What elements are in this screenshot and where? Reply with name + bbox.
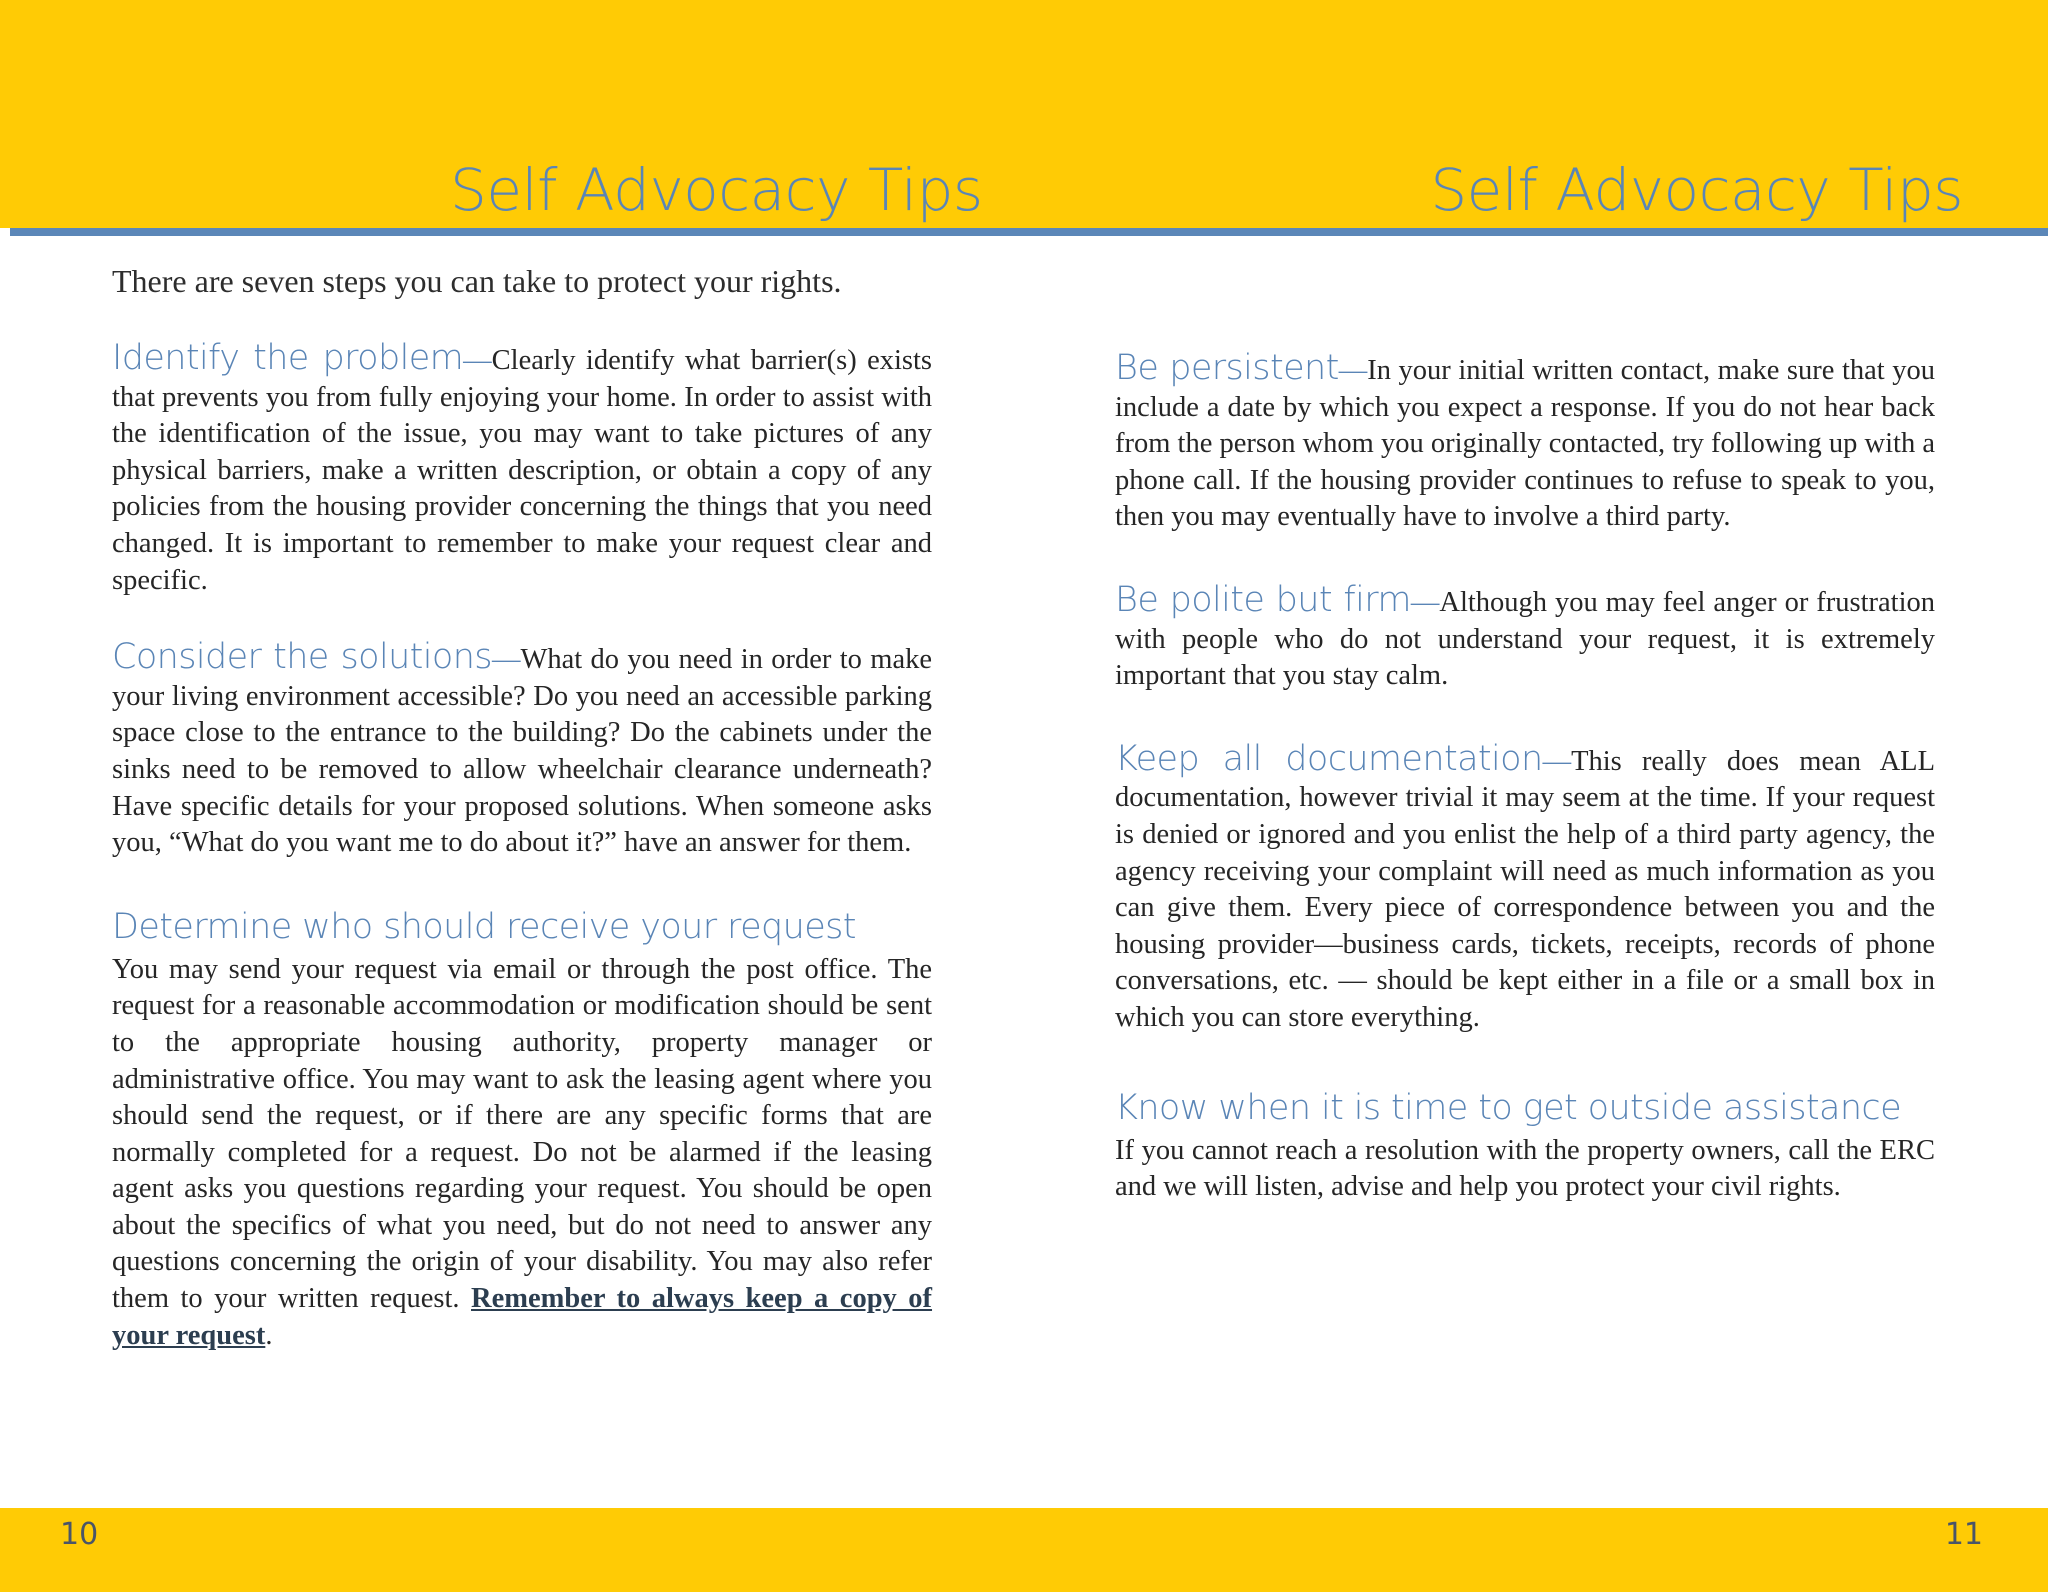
section-heading: Be polite but firm	[1115, 579, 1411, 620]
right-page-content	[1115, 350, 1935, 1206]
em-dash: —	[1542, 745, 1572, 777]
section-outside-assistance	[1115, 1083, 1935, 1206]
em-dash: —	[491, 644, 521, 676]
section-body: What do you need in order to make your living environment accessible? Do you need an accessible parking space close to the entrance to the building? Do the cabinets under the sinks need to be removed to allow wheelchair clearance underneath? Have specific details for your proposed solutions. When someone asks you, “What do you want me to do about it?” have an answer for them.	[112, 644, 932, 859]
page-title-left: Self Advocacy Tips	[450, 156, 983, 224]
section-heading: Know when it is time to get outside assistance	[1115, 1087, 1902, 1128]
page-number-left: 10	[60, 1517, 99, 1552]
section-determine-recipient	[112, 902, 932, 1355]
section-identify-problem	[112, 340, 932, 599]
section-keep-documentation	[1115, 738, 1935, 1037]
section-polite-but-firm	[1115, 579, 1935, 695]
em-dash: —	[1338, 355, 1368, 386]
section-heading: Be persistent	[1115, 348, 1339, 388]
page-title-right: Self Advocacy Tips	[1430, 156, 1963, 224]
section-heading: Consider the solutions	[112, 637, 492, 678]
section-heading: Determine who should receive your request	[112, 906, 856, 947]
page-number-right: 11	[1944, 1517, 1983, 1552]
section-body: Although you may feel anger or frustration with people who do not understand your request, it is extremely important that you stay calm.	[1115, 586, 1935, 692]
left-page-content	[112, 256, 932, 1354]
section-heading: Identify the problem	[112, 338, 464, 378]
intro-text: There are seven steps you can take to protect your rights.	[112, 263, 842, 299]
emphasis-reminder: Remember to always keep a copy of your request	[112, 1283, 933, 1351]
section-body: In your initial written contact, make sure that you include a date by which you expect a response. If you do not hear back from the person whom you originally contacted, try following up with a phone call. If the housing provider continues to refuse to speak to you, then you may eventually have to involve a third party.	[1115, 355, 1936, 533]
section-be-persistent	[1115, 350, 1935, 536]
section-body-end: .	[265, 1319, 273, 1351]
em-dash: —	[463, 345, 492, 376]
section-heading: Keep all documentation	[1115, 738, 1543, 779]
em-dash: —	[1410, 586, 1440, 618]
footer-band	[0, 1508, 2048, 1592]
section-consider-solutions	[112, 639, 932, 862]
section-body: If you cannot reach a resolution with the property owners, call the ERC and we will listen, advise and help you protect your civil rights.	[1115, 1134, 1935, 1203]
section-body: Clearly identify what barrier(s) exists that prevents you from fully enjoying your home. In order to assist with the identification of the issue, you may want to take pictures of any physical barriers, make a written description, or obtain a copy of any policies from the housing provider concerning the things that you need changed. It is important to remember to make your request clear and specific.	[112, 345, 932, 596]
section-body: You may send your request via email or through the post office. The request for a reasonable accommodation or modification should be sent to the appropriate housing authority, property manager or administrative office. You may want to ask the leasing agent where you should send the request, or if there are any specific forms that are normally completed for a request. Do not be alarmed if the leasing agent asks you questions regarding your request. You should be open about the specifics of what you need, but do not need to answer any questions concerning the origin of your disability. You may also refer them to your written request.	[112, 953, 932, 1315]
section-body: This really does mean ALL documentation, however trivial it may seem at the time. If your request is denied or ignored and you enlist the help of a third party agency, the agency receiving your complaint will need as much information as you can give them. Every piece of correspondence between you and the housing provider—business cards, tickets, receipts, records of phone conversations, etc. — should be kept either in a file or a small box in which you can store everything.	[1115, 745, 1935, 1033]
